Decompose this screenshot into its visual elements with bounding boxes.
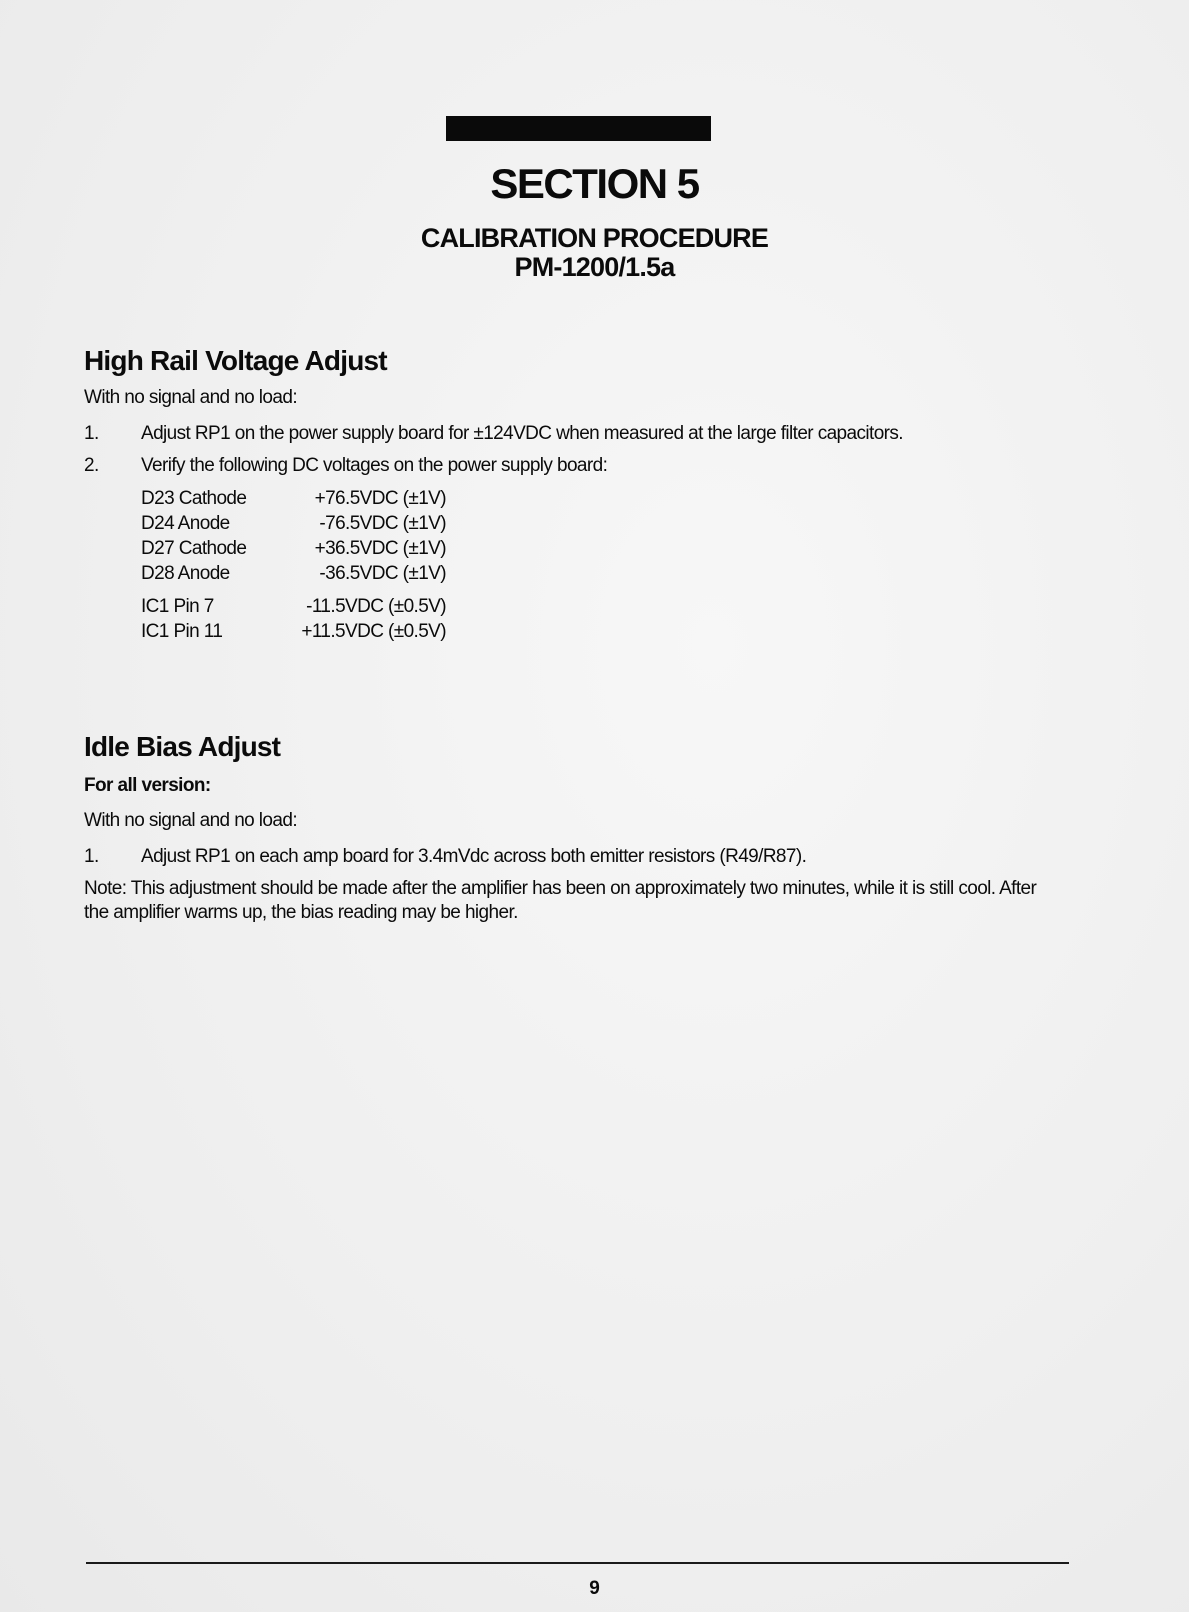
procedure-title: CALIBRATION PROCEDURE xyxy=(420,223,769,253)
high-rail-step-2-number: 2. xyxy=(84,455,99,476)
voltage-label: IC1 Pin 7 xyxy=(141,596,214,617)
voltage-label: D28 Anode xyxy=(141,563,230,584)
voltage-value: -76.5VDC (±1V) xyxy=(319,513,446,534)
voltage-row xyxy=(141,513,446,538)
voltage-label: D23 Cathode xyxy=(141,488,247,509)
high-rail-condition: With no signal and no load: xyxy=(84,387,298,408)
high-rail-step-1-text: Adjust RP1 on the power supply board for ±124VDC when measured at the large filter capacitors. xyxy=(141,423,903,444)
section-title: SECTION 5 xyxy=(490,160,699,207)
idle-bias-step-1-text: Adjust RP1 on each amp board for 3.4mVdc across both emitter resistors (R49/R87). xyxy=(141,846,807,867)
high-rail-step-2-text: Verify the following DC voltages on the power supply board: xyxy=(141,455,608,476)
voltage-label: D27 Cathode xyxy=(141,538,247,559)
idle-bias-condition: With no signal and no load: xyxy=(84,810,298,831)
voltage-row xyxy=(141,596,446,621)
diode-voltage-table xyxy=(141,488,446,588)
idle-bias-step-1-number: 1. xyxy=(84,846,99,867)
footer-rule xyxy=(86,1562,1069,1564)
page-number: 9 xyxy=(589,1578,600,1599)
voltage-label: D24 Anode xyxy=(141,513,230,534)
section-header-bar xyxy=(446,116,711,141)
voltage-row xyxy=(141,621,446,646)
voltage-value: +11.5VDC (±0.5V) xyxy=(301,621,446,642)
high-rail-step-1-number: 1. xyxy=(84,423,99,444)
idle-bias-note: Note: This adjustment should be made after the amplifier has been on approximately two minutes, while it is still cool. After the amplifier warms up, the bias reading may be higher. xyxy=(84,878,1037,923)
model-number: PM-1200/1.5a xyxy=(514,252,675,282)
voltage-row xyxy=(141,538,446,563)
voltage-value: +36.5VDC (±1V) xyxy=(314,538,446,559)
idle-bias-subheading: For all version: xyxy=(84,775,211,796)
ic-voltage-table xyxy=(141,596,446,646)
voltage-value: -11.5VDC (±0.5V) xyxy=(306,596,446,617)
voltage-value: -36.5VDC (±1V) xyxy=(319,563,446,584)
voltage-label: IC1 Pin 11 xyxy=(141,621,223,642)
voltage-row xyxy=(141,563,446,588)
idle-bias-heading: Idle Bias Adjust xyxy=(84,731,281,762)
voltage-row xyxy=(141,488,446,513)
voltage-value: +76.5VDC (±1V) xyxy=(314,488,446,509)
high-rail-heading: High Rail Voltage Adjust xyxy=(84,345,387,376)
